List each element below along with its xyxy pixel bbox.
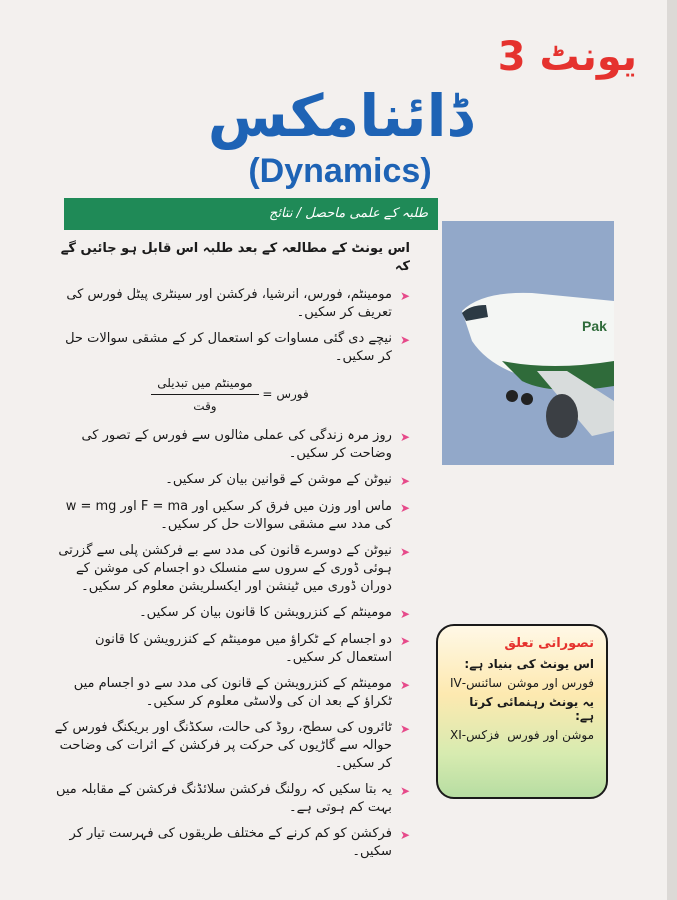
- learning-objectives: [50, 240, 410, 869]
- chapter-title-english: (Dynamics): [248, 152, 432, 190]
- arrow-bullet-icon: ➤: [399, 722, 410, 736]
- list-item: ➤ نیوٹن کے دوسرے قانون کی مدد سے بے فرکشن پلی سے گزرتی ہوئی ڈوری کے سروں سے منسلک دو اجسام کی موشن کے دوران ڈوری میں ٹینشن اور ایکسلریشن معلوم کر سکیں۔: [58, 543, 410, 594]
- formula-denominator: وقت: [193, 399, 217, 413]
- list-item: ➤ نیوٹن کے موشن کے قوانین بیان کر سکیں۔: [165, 472, 410, 488]
- arrow-bullet-icon: ➤: [399, 828, 410, 842]
- arrow-bullet-icon: ➤: [399, 634, 410, 648]
- arrow-bullet-icon: ➤: [399, 784, 410, 798]
- arrow-bullet-icon: ➤: [399, 430, 410, 444]
- arrow-bullet-icon: ➤: [399, 607, 410, 621]
- formula-numerator: مومینٹم میں تبدیلی: [151, 374, 258, 395]
- arrow-bullet-icon: ➤: [399, 474, 410, 488]
- leads-row: [450, 728, 594, 742]
- chapter-title-urdu: ڈائنامکس: [207, 82, 473, 150]
- force-formula: فورس = $\frac{\text{مومینٹم میں تبدیلی}}{\text{وقت}}$: [50, 374, 410, 415]
- basis-topic: فورس اور موشن: [507, 676, 594, 690]
- basis-class: سائنس-IV: [450, 676, 503, 690]
- learning-outcomes-banner: طلبہ کے علمی ماحصل / نتائج: [64, 198, 438, 230]
- list-item: ➤ مومینٹم کے کنزرویشن کا قانون بیان کر سکیں۔: [139, 605, 410, 621]
- leads-label: یہ یونٹ رہنمائی کرتا ہے:: [469, 695, 594, 723]
- arrow-bullet-icon: ➤: [399, 333, 410, 347]
- airplane-photo: [442, 221, 614, 465]
- list-item: ➤ فرکشن کو کم کرنے کے مختلف طریقوں کی فہرست تیار کر سکیں۔: [69, 826, 410, 859]
- arrow-bullet-icon: ➤: [399, 545, 410, 559]
- list-item: ➤ دو اجسام کے ٹکراؤ میں مومینٹم کے کنزرویشن کا قانون استعمال کر سکیں۔: [94, 632, 410, 665]
- list-item: ➤ مومینٹم، فورس، انرشیا، فرکشن اور سینٹری پیٹل فورس کی تعریف کر سکیں۔: [66, 287, 410, 320]
- svg-text:Pak: Pak: [582, 318, 607, 334]
- leads-topic: موشن اور فورس: [507, 728, 594, 742]
- basis-label: اس یونٹ کی بنیاد ہے:: [464, 657, 594, 671]
- arrow-bullet-icon: ➤: [399, 289, 410, 303]
- objectives-intro: اس یونٹ کے مطالعہ کے بعد طلبہ اس قابل ہو جائیں گے کہ: [60, 241, 410, 274]
- list-item: ➤ روز مرہ زندگی کی عملی مثالوں سے فورس کے تصور کی وضاحت کر سکیں۔: [81, 428, 410, 461]
- list-item: ➤ یہ بتا سکیں کہ رولنگ فرکشن سلائڈنگ فرکشن کے مقابلہ میں بہت کم ہوتی ہے۔: [55, 782, 410, 815]
- list-item: ➤ مومینٹم کے کنزرویشن کے قانون کی مدد سے دو اجسام میں ٹکراؤ کے بعد ان کی ولاسٹی معلوم کر سکیں۔: [73, 676, 410, 709]
- concept-link-box: [436, 624, 608, 799]
- list-item: ➤ ٹائروں کی سطح، روڈ کی حالت، سکڈنگ اور بریکنگ فورس کے حوالہ سے گاڑیوں کی حرکت پر فرکشن کے اثرات کی وضاحت کر سکیں۔: [54, 720, 410, 771]
- list-item: ➤ نیچے دی گئی مساوات کو استعمال کر کے مشقی سوالات حل کر سکیں۔: [65, 331, 410, 364]
- leads-class: فزکس-XI: [450, 728, 500, 742]
- page-edge: [667, 0, 677, 900]
- basis-row: [450, 676, 594, 690]
- arrow-bullet-icon: ➤: [399, 501, 410, 515]
- list-item: ➤ ماس اور وزن میں فرق کر سکیں اور F = ma اور w = mg کی مدد سے مشقی سوالات حل کر سکیں۔: [65, 499, 410, 532]
- concept-box-heading: تصوراتی تعلق: [504, 636, 594, 651]
- arrow-bullet-icon: ➤: [399, 678, 410, 692]
- unit-title: یونٹ 3: [497, 34, 637, 80]
